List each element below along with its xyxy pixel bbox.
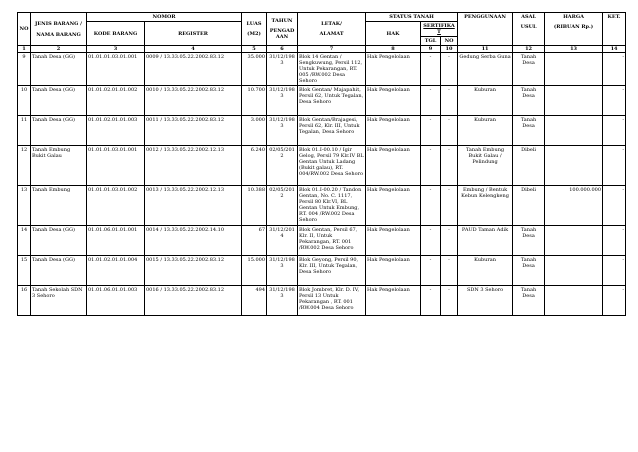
cell-kode-barang: 01.01.06.01.01.001: [87, 226, 145, 256]
header-no-sertifikat: NO: [441, 37, 458, 46]
cell-harga: [545, 86, 603, 116]
cell-nama-barang: Tanah Embung: [31, 186, 87, 226]
cell-asal: Tanah Desa: [513, 116, 545, 146]
cell-no: 16: [18, 286, 31, 316]
table-row: [18, 226, 626, 256]
column-number: 11: [458, 46, 513, 53]
cell-kode-barang: 01.01.01.03.01.001: [87, 53, 145, 86]
cell-tgl: -: [421, 226, 441, 256]
cell-ket: -: [603, 53, 626, 86]
column-number: 6: [267, 46, 298, 53]
cell-ket: -: [603, 256, 626, 286]
header-usul-label: USUL: [520, 24, 537, 30]
cell-luas: 10.700: [242, 86, 267, 116]
cell-tahun: 31/12/1983: [267, 86, 298, 116]
cell-kode-barang: 01.01.02.01.01.003: [87, 116, 145, 146]
column-number: 1: [18, 46, 31, 53]
header-nomor: NOMOR: [87, 13, 242, 22]
cell-harga: 100.000.000: [545, 186, 603, 226]
cell-luas: 6.240: [242, 146, 267, 186]
cell-hak: Hak Pengelolaan: [366, 286, 421, 316]
table-row: [18, 286, 626, 316]
header-asal: [513, 13, 545, 46]
cell-nama-barang: Tanah Desa (GG): [31, 116, 87, 146]
header-ribuan-label: (RIBUAN Rp.): [553, 24, 594, 30]
cell-register: 0014 / 13.33.05.22.2002.14.10: [145, 226, 242, 256]
cell-tahun: 02/05/2012: [267, 146, 298, 186]
cell-ket: -: [603, 116, 626, 146]
cell-tgl: -: [421, 256, 441, 286]
cell-register: 0016 / 13.33.05.22.2002.83.12: [145, 286, 242, 316]
header-status-tanah: STATUS TANAH: [366, 13, 458, 22]
header-asal-label: ASAL: [521, 14, 536, 20]
cell-no-sertifikat: -: [441, 186, 458, 226]
cell-tgl: -: [421, 286, 441, 316]
cell-hak: Hak Pengelolaan: [366, 186, 421, 226]
cell-asal: Tanah Desa: [513, 53, 545, 86]
column-number: 5: [242, 46, 267, 53]
column-number: 14: [603, 46, 626, 53]
cell-tahun: 31/12/1983: [267, 286, 298, 316]
cell-penggunaan: PAUD Taman Adik: [458, 226, 513, 256]
table-row: [18, 146, 626, 186]
cell-no-sertifikat: -: [441, 256, 458, 286]
cell-tgl: -: [421, 53, 441, 86]
cell-register: 0012 / 13.33.05.22.2002.12.13: [145, 146, 242, 186]
header-harga: [545, 13, 603, 46]
cell-tahun: 02/05/2012: [267, 186, 298, 226]
cell-harga: [545, 256, 603, 286]
cell-luas: 67: [242, 226, 267, 256]
cell-register: 0010 / 13.33.05.22.2002.83.12: [145, 86, 242, 116]
cell-tahun: 31/12/2014: [267, 226, 298, 256]
header-tgl: TGL: [421, 37, 441, 46]
cell-ket: -: [603, 146, 626, 186]
header-penggunaan: PENGGUNAAN: [458, 13, 513, 46]
cell-tahun: 31/12/1983: [267, 53, 298, 86]
header-tahun: [267, 13, 298, 46]
column-number: 2: [31, 46, 87, 53]
header-pengadaan-label: PENGADAAN: [269, 28, 295, 40]
cell-nama-barang: Tanah Desa (GG): [31, 53, 87, 86]
cell-no-sertifikat: -: [441, 53, 458, 86]
cell-alamat: Blok Geyong, Persil 90, Klr. III, Untuk Tegalan, Desa Sehoro: [298, 256, 366, 286]
cell-no: 10: [18, 86, 31, 116]
header-no: NO: [18, 13, 31, 46]
cell-register: 0015 / 13.33.05.22.2002.83.12: [145, 256, 242, 286]
table-row: [18, 86, 626, 116]
cell-penggunaan: Kuburan: [458, 86, 513, 116]
cell-no-sertifikat: -: [441, 226, 458, 256]
cell-asal: Tanah Desa: [513, 86, 545, 116]
cell-luas: 10.388: [242, 186, 267, 226]
column-number: 4: [145, 46, 242, 53]
cell-asal: Tanah Desa: [513, 256, 545, 286]
cell-asal: Tanah Desa: [513, 226, 545, 256]
table-row: [18, 116, 626, 146]
cell-kode-barang: 01.01.02.01.01.004: [87, 256, 145, 286]
cell-register: 0013 / 13.33.05.22.2002.12.13: [145, 186, 242, 226]
column-number: 8: [366, 46, 421, 53]
table-row: [18, 53, 626, 86]
cell-hak: Hak Pengelolaan: [366, 53, 421, 86]
table-body: [18, 53, 626, 316]
cell-harga: [545, 286, 603, 316]
column-number: 13: [545, 46, 603, 53]
cell-nama-barang: Tanah Sekolah SDN 3 Sehoro: [31, 286, 87, 316]
inventory-table: [17, 12, 626, 316]
cell-harga: [545, 226, 603, 256]
cell-alamat: Blok 01.I-00.10 / Igir Gelog, Persil 79 Klr.IV BL Gentan Untuk Ladang (Bukit galau), RT. 004/RW.002 Desa Sehoro: [298, 146, 366, 186]
header-tahun-label: TAHUN: [271, 18, 293, 24]
cell-alamat: Blok Jombret, Klr. D. IV, Persil 13 Untuk Pekarangan , RT. 001 /RW.004 Desa Sehoro: [298, 286, 366, 316]
cell-alamat: Blok 14 Gentan / Sengkuwung, Persil 112, Untuk Pekarangan, RT. 005 /RW.002 Desa Sehoro: [298, 53, 366, 86]
cell-no: 9: [18, 53, 31, 86]
cell-register: 0011 / 13.33.05.22.2002.83.12: [145, 116, 242, 146]
header-luas-unit: (M2): [247, 31, 261, 37]
header-nama-barang: [31, 13, 87, 46]
column-number: 7: [298, 46, 366, 53]
header-register: REGISTER: [145, 22, 242, 46]
cell-no: 11: [18, 116, 31, 146]
column-number: 10: [441, 46, 458, 53]
column-number: 9: [421, 46, 441, 53]
cell-no-sertifikat: -: [441, 146, 458, 186]
cell-asal: Dibeli: [513, 146, 545, 186]
header-luas-label: LUAS: [246, 21, 262, 27]
cell-penggunaan: Tanah Embung Bukit Galau / Pelindung: [458, 146, 513, 186]
cell-no-sertifikat: -: [441, 286, 458, 316]
cell-tgl: -: [421, 186, 441, 226]
cell-tahun: 31/12/1983: [267, 116, 298, 146]
cell-penggunaan: Gedung Serba Guna: [458, 53, 513, 86]
cell-kode-barang: 01.01.01.03.01.002: [87, 186, 145, 226]
cell-tgl: -: [421, 146, 441, 186]
cell-kode-barang: 01.01.01.03.01.001: [87, 146, 145, 186]
cell-ket: -: [603, 186, 626, 226]
header-letak-label: LETAK/: [321, 21, 342, 27]
cell-register: 0009 / 13.33.05.22.2002.83.12: [145, 53, 242, 86]
cell-luas: 3.000: [242, 116, 267, 146]
table-row: [18, 256, 626, 286]
cell-harga: [545, 146, 603, 186]
cell-tahun: 31/12/1983: [267, 256, 298, 286]
cell-tgl: -: [421, 86, 441, 116]
cell-harga: [545, 116, 603, 146]
cell-kode-barang: 01.01.02.01.01.002: [87, 86, 145, 116]
cell-ket: -: [603, 286, 626, 316]
cell-no-sertifikat: -: [441, 116, 458, 146]
cell-alamat: Blok Gentan/ Majapahit, Persil 62, Untuk Tegalan, Desa Sehoro: [298, 86, 366, 116]
header-luas: [242, 13, 267, 46]
cell-asal: Dibeli: [513, 186, 545, 226]
column-number-row: [18, 46, 626, 53]
cell-no: 14: [18, 226, 31, 256]
cell-nama-barang: Tanah Desa (GG): [31, 226, 87, 256]
cell-alamat: Blok Gentan/Brajagesi, Persil 62, Klr. III, Untuk Tegalan, Desa Sehoro: [298, 116, 366, 146]
cell-penggunaan: SDN 3 Sehoro: [458, 286, 513, 316]
cell-nama-barang: Tanah Embung Bukit Galau: [31, 146, 87, 186]
cell-luas: 35.000: [242, 53, 267, 86]
table-header: [18, 13, 626, 53]
header-jenis-barang: JENIS BARANG /: [35, 20, 82, 27]
cell-asal: Tanah Desa: [513, 286, 545, 316]
header-letak: [298, 13, 366, 46]
cell-ket: -: [603, 226, 626, 256]
cell-hak: Hak Pengelolaan: [366, 146, 421, 186]
header-harga-label: HARGA: [563, 14, 584, 20]
cell-no: 13: [18, 186, 31, 226]
cell-no: 15: [18, 256, 31, 286]
cell-luas: 494: [242, 286, 267, 316]
header-ket: KET.: [603, 13, 626, 46]
cell-nama-barang: Tanah Desa (GG): [31, 256, 87, 286]
column-number: 12: [513, 46, 545, 53]
cell-harga: [545, 53, 603, 86]
header-alamat-label: ALAMAT: [319, 31, 344, 37]
column-number: 3: [87, 46, 145, 53]
cell-no-sertifikat: -: [441, 86, 458, 116]
cell-kode-barang: 01.01.06.01.01.003: [87, 286, 145, 316]
cell-ket: -: [603, 86, 626, 116]
cell-luas: 15.000: [242, 256, 267, 286]
header-kode-barang: KODE BARANG: [87, 22, 145, 46]
cell-hak: Hak Pengelolaan: [366, 86, 421, 116]
header-hak: HAK: [366, 22, 421, 46]
cell-penggunaan: Kuburan: [458, 256, 513, 286]
cell-alamat: Blok Gentan, Persil 67, Klr. II, Untuk Pekarangan, RT. 001 /RW.002 Desa Sehoro: [298, 226, 366, 256]
cell-alamat: Blok 01.I-00.20 / Tandon Gentan, No. C. 1117, Persil 80 Klr.VI, BL Gentan Untuk Embung, RT. 004 /RW.002 Desa Sehoro: [298, 186, 366, 226]
cell-hak: Hak Pengelolaan: [366, 226, 421, 256]
cell-nama-barang: Tanah Desa (GG): [31, 86, 87, 116]
header-sertifikat: SERTIFIKAT: [421, 22, 458, 37]
cell-tgl: -: [421, 116, 441, 146]
cell-penggunaan: Kuburan: [458, 116, 513, 146]
cell-penggunaan: Embung / Bentuk Kebun Kelengkeng: [458, 186, 513, 226]
cell-hak: Hak Pengelolaan: [366, 116, 421, 146]
table-row: [18, 186, 626, 226]
cell-hak: Hak Pengelolaan: [366, 256, 421, 286]
header-nama-barang-label: NAMA BARANG: [36, 31, 81, 38]
cell-no: 12: [18, 146, 31, 186]
